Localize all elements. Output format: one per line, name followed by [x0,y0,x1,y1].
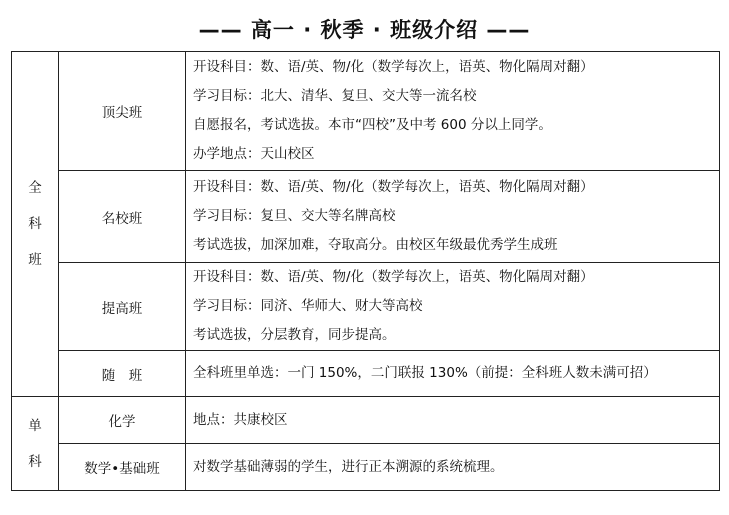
class-desc: 全科班里单选：一门 150%，二门联报 130%（前提：全科班人数未满可招） [186,351,720,397]
category-cell: 单 科 [12,397,59,491]
class-desc: 开设科目：数、语/英、物/化（数学每次上，语英、物化隔周对翻） 学习目标：北大、清华、复旦、交大等一流名校 自愿报名，考试选拔。本市“四校”及中考 600 分以上同学。 办学地点：天山校区 [186,52,720,171]
table-row [12,52,720,171]
class-desc: 开设科目：数、语/英、物/化（数学每次上，语英、物化隔周对翻） 学习目标：复旦、交大等名牌高校 考试选拔，加深加难，夺取高分。由校区年级最优秀学生成班 [186,171,720,263]
class-name: 化学 [59,397,186,444]
class-name: 顶尖班 [59,52,186,171]
class-desc: 开设科目：数、语/英、物/化（数学每次上，语英、物化隔周对翻） 学习目标：同济、华师大、财大等高校 考试选拔，分层教育，同步提高。 [186,263,720,351]
table-row [12,444,720,491]
category-cell: 全 科 班 [12,52,59,397]
class-desc: 地点：共康校区 [186,397,720,444]
table-row [12,397,720,444]
table-row [12,351,720,397]
page-title: —— 高一 · 秋季 · 班级介绍 —— [198,18,531,42]
class-name: 随 班 [59,351,186,397]
table-row [12,263,720,351]
class-name: 提高班 [59,263,186,351]
table-row [12,171,720,263]
class-name: 名校班 [59,171,186,263]
class-desc: 对数学基础薄弱的学生，进行正本溯源的系统梳理。 [186,444,720,491]
class-table [11,51,720,491]
class-name: 数学•基础班 [59,444,186,491]
